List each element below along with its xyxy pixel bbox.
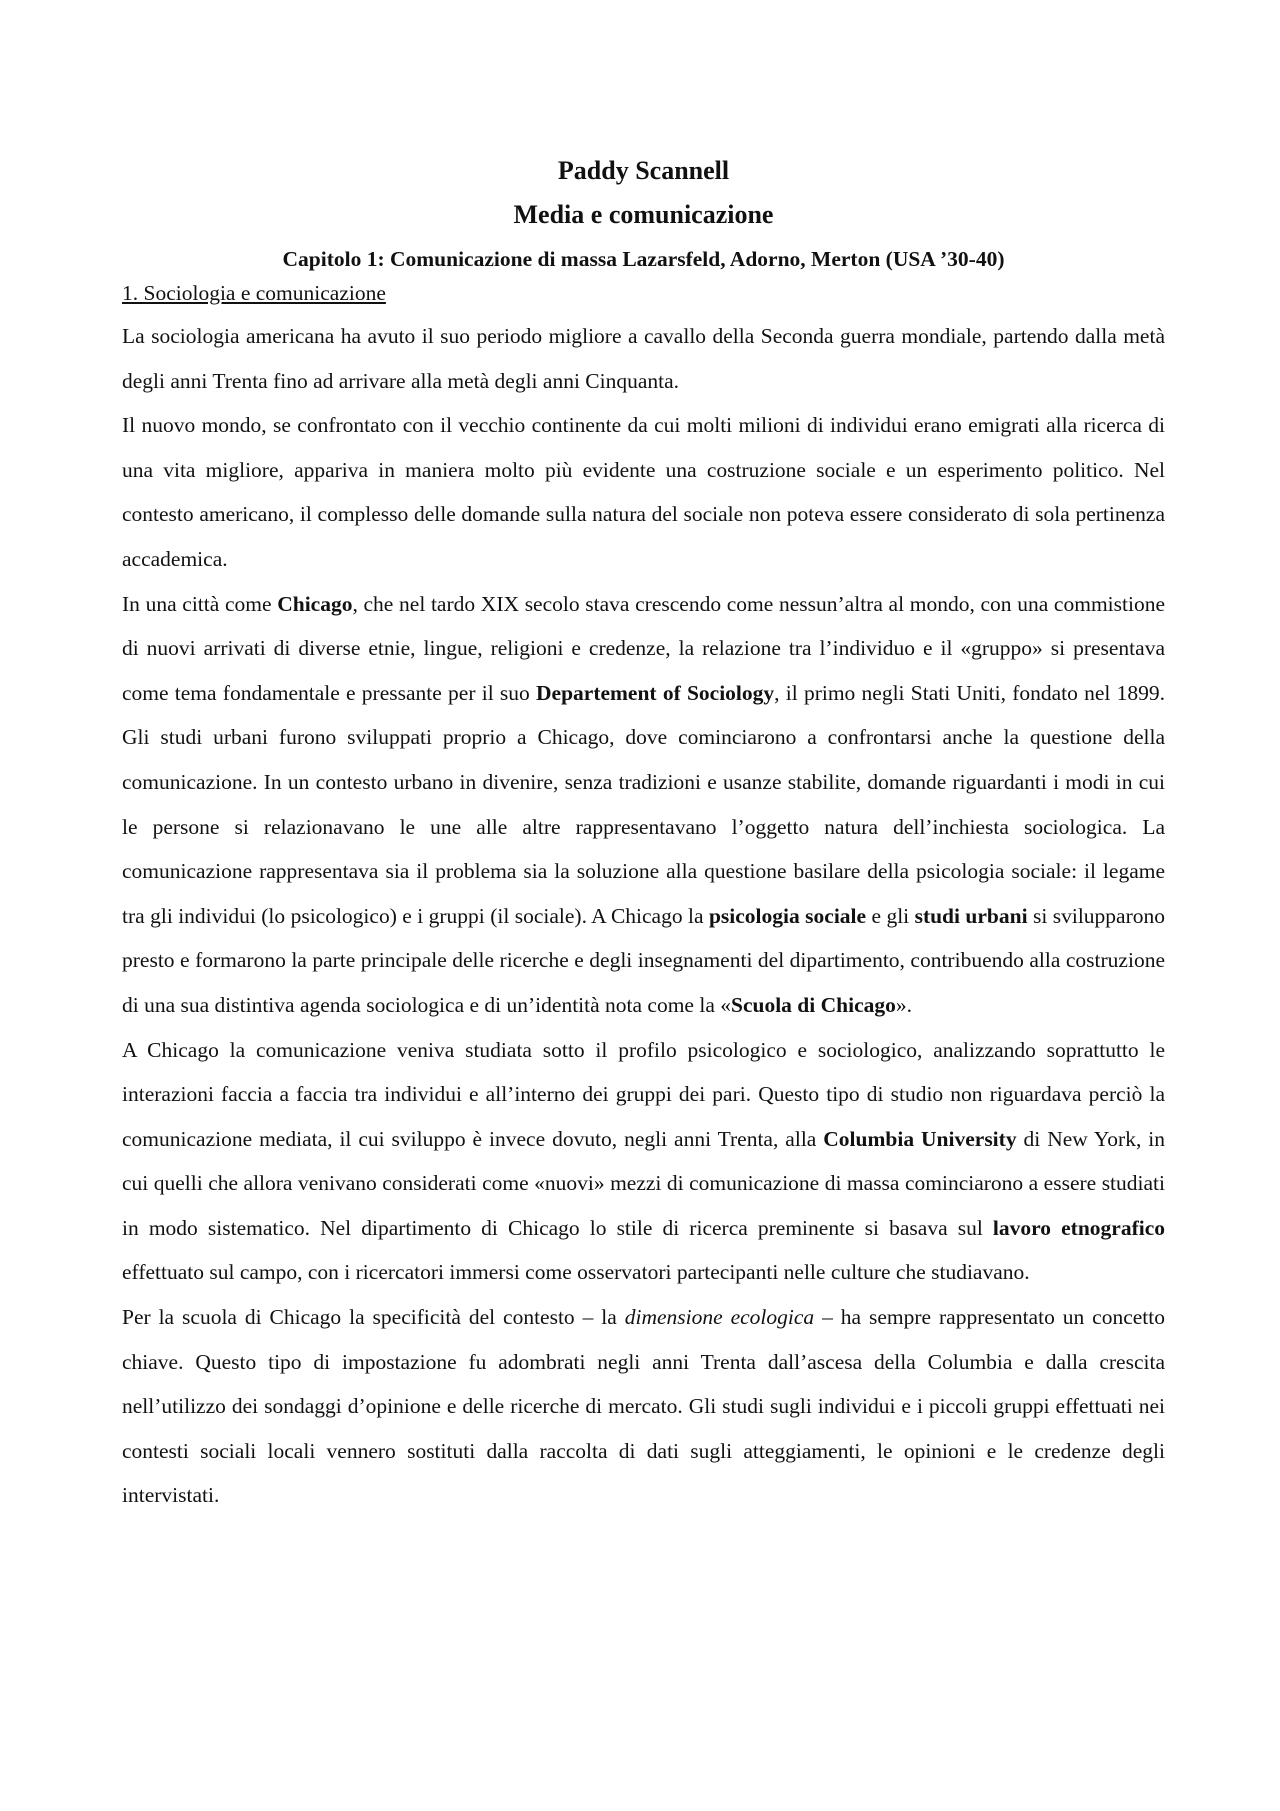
document-body <box>122 148 1165 1518</box>
bold-term: Departement of Sociology <box>536 680 775 705</box>
paragraph <box>122 403 1165 581</box>
bold-term: Scuola di Chicago <box>731 992 896 1017</box>
italic-term: dimensione ecologica <box>624 1305 815 1330</box>
author-name: Paddy Scannell <box>557 156 730 185</box>
text-run: In una città come <box>122 591 278 616</box>
paragraph <box>122 1295 1165 1518</box>
bold-term: psicologia sociale <box>708 903 867 928</box>
text-run: , che nel tardo XIX secolo stava crescendo come nessun’altra al mondo, con una commistione di nuovi arrivati di diverse etnie, lingue, religioni e credenze, la relazione tra l’individuo e il «gruppo» si presentava come tema fondamentale e pressante per il suo <box>122 591 1165 705</box>
section-title: 1. Sociologia e comunicazione <box>122 281 386 305</box>
text-run: , il primo negli Stati Uniti, fondato nel 1899. Gli studi urbani furono sviluppati proprio a Chicago, dove cominciarono a confrontarsi anche la questione della comunicazione. In un contesto urbano in divenire, senza tradizioni e usanze stabilite, domande riguardanti i modi in cui le persone si relazionavano le une alle altre rappresentavano l’oggetto natura dell’inchiesta sociologica. La comunicazione rappresentava sia il problema sia la soluzione alla questione basilare della psicologia sociale: il legame tra gli individui (lo psicologico) e i gruppi (il sociale). A Chicago la <box>122 680 1165 928</box>
bold-term: studi urbani <box>914 903 1028 928</box>
text-run: si svilupparono presto e formarono la parte principale delle ricerche e degli insegnamenti del dipartimento, contribuendo alla costruzione di una sua distintiva agenda sociologica e di un’identità nota come la « <box>122 903 1166 1017</box>
text-run: effettuato sul campo, con i ricercatori immersi come osservatori partecipanti nelle culture che studiavano. <box>122 1260 1030 1285</box>
text-run: di New York, in cui quelli che allora venivano considerati come «nuovi» mezzi di comunicazione di massa cominciarono a essere studiati in modo sistematico. Nel dipartimento di Chicago lo stile di ricerca preminente si basava sul <box>122 1126 1166 1240</box>
bold-term: Columbia University <box>823 1126 1017 1151</box>
text-run: e gli <box>866 903 915 928</box>
paragraph <box>122 314 1165 403</box>
text-run: Il nuovo mondo, se confrontato con il vecchio continente da cui molti milioni di individui erano emigrati alla ricerca di una vita migliore, appariva in maniera molto più evidente una costruzione sociale e un esperimento politico. Nel contesto americano, il complesso delle domande sulla natura del sociale non poteva essere considerato di sola pertinenza accademica. <box>122 413 1165 571</box>
text-run: – ha sempre rappresentato un concetto chiave. Questo tipo di impostazione fu adombrati negli anni Trenta dall’ascesa della Columbia e dalla crescita nell’utilizzo dei sondaggi d’opinione e delle ricerche di mercato. Gli studi sugli individui e i piccoli gruppi effettuati nei contesti sociali locali vennero sostituti dalla raccolta di dati sugli atteggiamenti, le opinioni e le credenze degli intervistati. <box>122 1305 1165 1508</box>
text-run: La sociologia americana ha avuto il suo periodo migliore a cavallo della Seconda guerra mondiale, partendo dalla metà degli anni Trenta fino ad arrivare alla metà degli anni Cinquanta. <box>122 324 1165 393</box>
text-run: Per la scuola di Chicago la specificità del contesto – la <box>122 1305 625 1330</box>
text-run: ». <box>895 992 912 1017</box>
bold-term: Chicago <box>277 591 353 616</box>
book-title: Media e comunicazione <box>513 200 774 229</box>
bold-term: lavoro etnografico <box>992 1215 1165 1240</box>
chapter-title: Capitolo 1: Comunicazione di massa Lazarsfeld, Adorno, Merton (USA ’30-40) <box>282 247 1005 271</box>
paragraphs-container <box>122 314 1165 1518</box>
paragraph <box>122 1028 1165 1296</box>
text-run: A Chicago la comunicazione veniva studiata sotto il profilo psicologico e sociologico, analizzando soprattutto le interazioni faccia a faccia tra individui e all’interno dei gruppi dei pari. Questo tipo di studio non riguardava perciò la comunicazione mediata, il cui sviluppo è invece dovuto, negli anni Trenta, alla <box>122 1037 1165 1151</box>
paragraph <box>122 582 1165 1028</box>
